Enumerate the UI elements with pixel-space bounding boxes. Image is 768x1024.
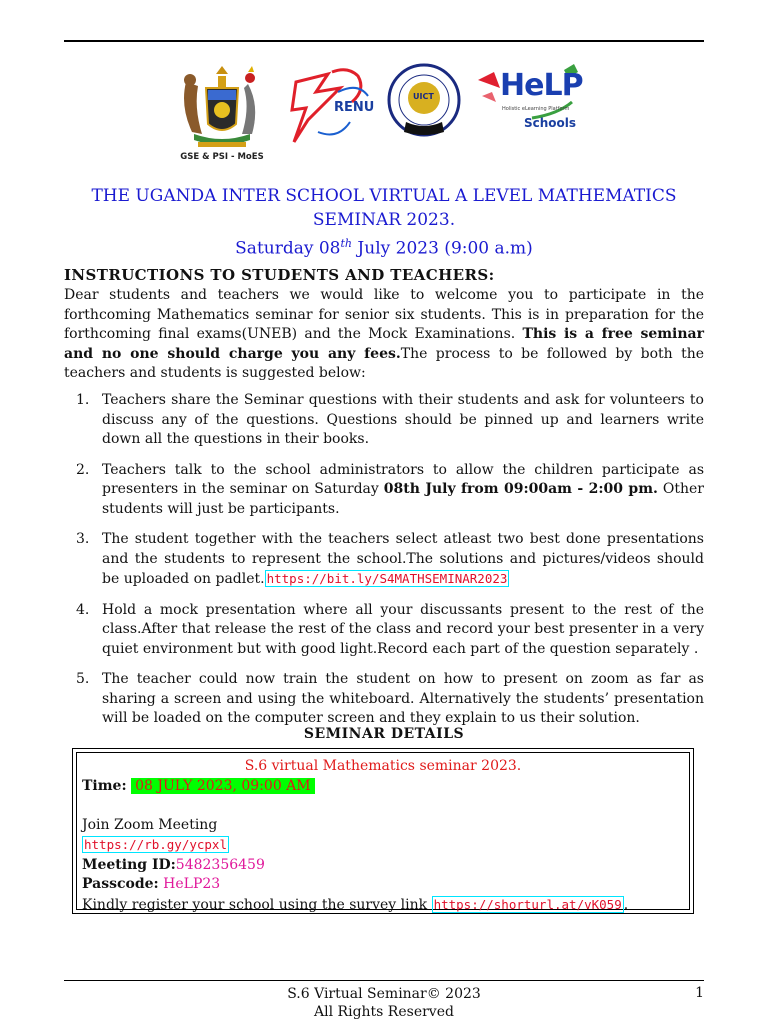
step-item — [64, 530, 704, 590]
instructions-heading: INSTRUCTIONS TO STUDENTS AND TEACHERS: — [64, 266, 495, 284]
seminar-name: S.6 virtual Mathematics seminar 2023. — [244, 758, 522, 774]
footer-rights: All Rights Reserved — [314, 1004, 454, 1020]
seminar-details-heading: SEMINAR DETAILS — [303, 726, 465, 742]
step-number: 2. — [76, 461, 90, 478]
register-text: Kindly register your school using the survey link — [82, 896, 432, 913]
step-item — [64, 461, 704, 520]
intro-text-a: Dear students and teachers we would like to welcome you to participate in the forthcoming Mathematics seminar for senior six students. This is in preparation for the forthcoming final exams(UNEB) and the Mock Examinations. — [64, 287, 704, 342]
step-item — [64, 601, 704, 660]
step-text: Teachers talk to the school administrators to allow the children participate as presenters in the seminar on Saturday — [102, 461, 704, 497]
meeting-id-value: 5482356459 — [175, 856, 265, 873]
time-label: Time: — [82, 777, 127, 794]
help-tagline: Holistic eLearning Platform — [502, 106, 570, 112]
seminar-title — [64, 184, 704, 261]
renu-text: RENU — [334, 100, 375, 115]
coat-of-arms-caption: GSE & PSI - MoES — [180, 152, 264, 162]
step-number: 4. — [76, 601, 90, 618]
uict-logo — [386, 62, 466, 142]
footer — [64, 985, 704, 1021]
seminar-date — [64, 232, 704, 261]
date-prefix: Saturday 08 — [235, 238, 341, 259]
survey-link[interactable]: https://shorturl.at/vK059 — [433, 896, 622, 912]
logo-banner — [160, 62, 610, 162]
instructions-intro — [64, 286, 704, 384]
step-number: 5. — [76, 671, 90, 687]
date-ordinal: th — [340, 237, 353, 250]
time-row — [82, 777, 684, 797]
help-text: HeLP — [500, 68, 583, 103]
help-schools-text: Schools — [524, 116, 577, 130]
join-zoom-text: Join Zoom Meeting — [82, 816, 218, 833]
help-schools-logo — [472, 62, 592, 142]
renu-logo — [288, 62, 378, 152]
padlet-link[interactable]: https://bit.ly/S4MATHSEMINAR2023 — [266, 571, 508, 586]
register-row — [82, 895, 684, 916]
seminar-details-inner-frame — [76, 752, 690, 913]
meeting-id-label: Meeting ID: — [82, 856, 176, 873]
spacer — [82, 796, 684, 816]
step-text: The teacher could now train the student on how to present on zoom as far as sharing a screen and using the whiteboard. Alternatively the students’ presentation will be loaded on the computer screen and they explain to us their solution. — [102, 671, 704, 726]
step-text-end: Other students will just be participants. — [102, 481, 704, 517]
step-text: Hold a mock presentation where all your discussants present to the rest of the class.After that release the rest of the class and record your best presenter in a very quiet environment but with good light.Record each part of the question separately . — [102, 601, 704, 657]
step-item — [64, 391, 704, 450]
passcode-label: Passcode: — [82, 876, 159, 892]
seminar-details-box — [72, 748, 694, 914]
zoom-link-row — [82, 835, 684, 856]
title-line-2: SEMINAR 2023. — [312, 210, 456, 230]
instruction-steps — [64, 391, 704, 740]
page-number: 1 — [695, 985, 704, 1001]
uict-text: UICT — [413, 92, 434, 101]
date-suffix: July 2023 (9:00 a.m) — [352, 238, 533, 259]
footer-rule — [64, 980, 704, 981]
intro-text-b: The process to be followed by both the teachers and students is suggested below: — [64, 345, 704, 381]
zoom-link[interactable]: https://rb.gy/ycpxl — [84, 837, 227, 852]
title-line-1: THE UGANDA INTER SCHOOL VIRTUAL A LEVEL MATHEMATICS — [91, 186, 677, 206]
footer-copyright: S.6 Virtual Seminar© 2023 — [287, 986, 481, 1002]
step-number: 3. — [76, 531, 90, 547]
passcode-value: HeLP23 — [163, 876, 221, 892]
step-number: 1. — [76, 392, 90, 408]
intro-free-notice: This is a free seminar and no one should charge you any fees. — [64, 326, 704, 362]
passcode-row — [82, 875, 684, 895]
top-rule — [64, 40, 704, 42]
step-text: Teachers share the Seminar questions with their students and ask for volunteers to discuss any of the questions. Questions should be pinned up and learners write down all the questions in their books. — [102, 392, 704, 447]
step-item — [64, 670, 704, 729]
uganda-coat-of-arms-logo — [172, 62, 272, 162]
time-value: 08 JULY 2023, 09:00 AM — [131, 778, 315, 794]
step-schedule: 08th July from 09:00am - 2:00 pm. — [383, 481, 658, 497]
meeting-id-row — [82, 856, 684, 876]
seminar-details-content — [82, 757, 684, 915]
step-text: The student together with the teachers select atleast two best done presentations and the students to represent the school.The solutions and pictures/videos should be uploaded on padlet. — [102, 531, 704, 587]
register-end: . — [623, 896, 629, 913]
